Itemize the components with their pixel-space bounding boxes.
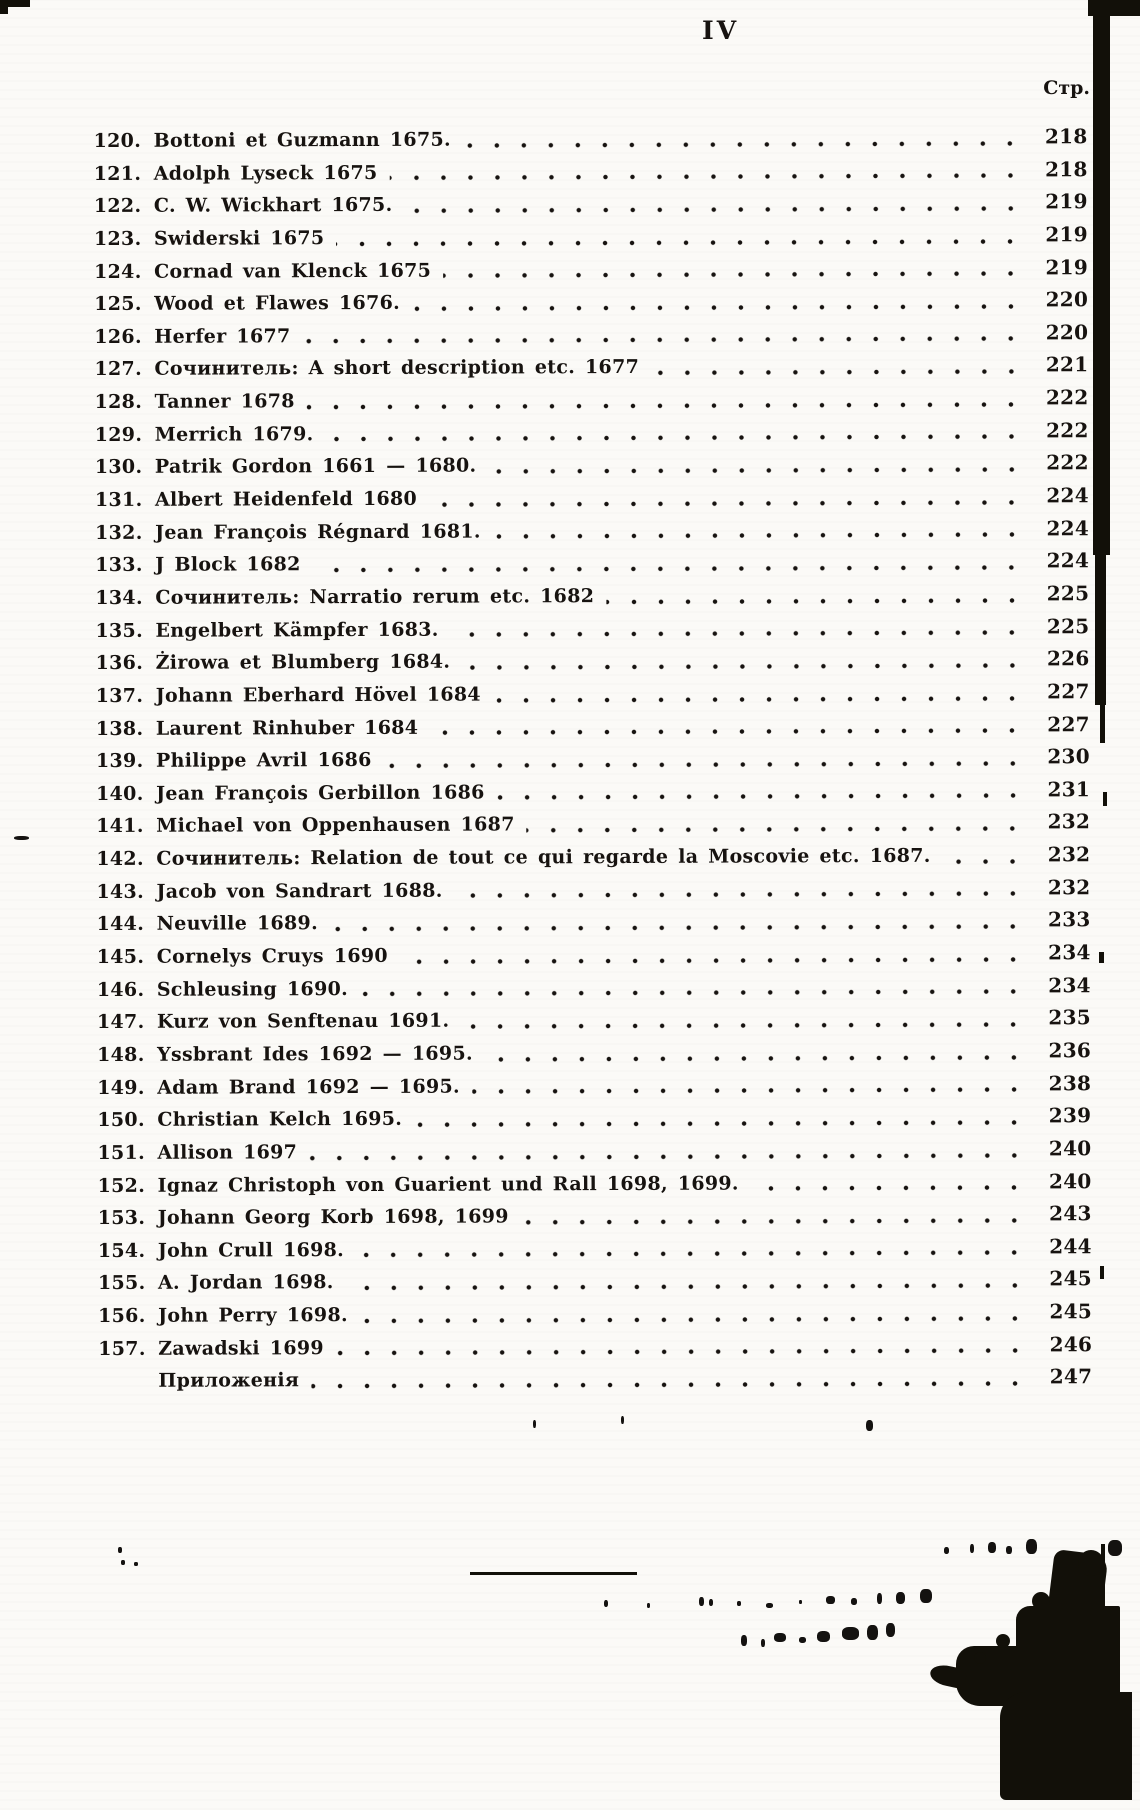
toc-entry <box>94 222 1088 258</box>
smudge-mark <box>920 1589 932 1603</box>
dot-leader <box>313 558 1026 579</box>
entry-title: Żirowa et Blumberg 1684. <box>155 650 451 675</box>
entry-number: 151. <box>97 1141 146 1164</box>
entry-title: Jean François Régnard 1681. <box>155 520 481 544</box>
entry-title: J Block 1682 <box>155 553 301 577</box>
entry-title: Schleusing 1690. <box>156 977 349 1001</box>
toc-entry <box>94 255 1088 291</box>
toc-entry <box>95 581 1089 617</box>
smudge-mark <box>737 1601 741 1606</box>
entry-page: 219 <box>1045 189 1088 214</box>
entry-title: Albert Heidenfeld 1680 <box>154 487 418 511</box>
toc-entry <box>95 549 1089 585</box>
smudge-mark <box>766 1603 773 1608</box>
entry-page: 218 <box>1045 156 1088 181</box>
ink-speck <box>118 1547 122 1553</box>
smudge-mark <box>988 1542 996 1553</box>
toc-entry <box>97 973 1091 1009</box>
smudge-mark <box>1108 1540 1122 1556</box>
entry-number: 150. <box>97 1109 145 1132</box>
entry-title: Neuville 1689. <box>156 912 319 936</box>
entry-page: 232 <box>1047 809 1091 834</box>
entry-number: 129. <box>94 423 143 446</box>
scan-edge-bar <box>1100 705 1105 743</box>
entry-title: Kurz von Senftenau 1691. <box>156 1009 450 1034</box>
toc-entry <box>97 1038 1091 1074</box>
entry-title: Сочинитель: A short description etc. 1677 <box>154 356 640 381</box>
entry-title: Ignaz Christoph von Guarient und Rall 1698, 1699. <box>157 1172 739 1197</box>
dot-leader <box>521 1211 1028 1231</box>
toc-entry <box>94 287 1088 323</box>
entry-number: 122. <box>93 195 142 218</box>
entry-number: 144. <box>96 913 145 936</box>
entry-page: 225 <box>1046 613 1090 638</box>
entry-page: 222 <box>1046 450 1089 475</box>
entry-number: 132. <box>95 521 143 544</box>
entry-title: Jacob von Sandrart 1688. <box>156 879 443 903</box>
entry-number: 141. <box>96 815 144 838</box>
entry-title: Zawadski 1699 <box>158 1336 324 1360</box>
entry-page: 219 <box>1045 254 1089 279</box>
entry-title: John Perry 1698. <box>158 1304 348 1327</box>
entry-page: 227 <box>1047 679 1090 704</box>
toc-entry <box>98 1234 1092 1270</box>
dot-leader <box>451 624 1026 644</box>
entry-number: 155. <box>97 1272 146 1295</box>
ink-speck <box>121 1560 125 1565</box>
smudge-mark <box>799 1637 806 1643</box>
entry-number: 130. <box>94 456 143 479</box>
entry-page: 235 <box>1048 1005 1092 1030</box>
entry-number: 145. <box>96 945 145 969</box>
entry-title: Merrich 1679. <box>154 422 314 446</box>
dot-leader <box>384 754 1026 774</box>
entry-page: 231 <box>1047 776 1091 802</box>
dot-leader <box>493 689 1026 709</box>
entry-title: Engelbert Kämpfer 1683. <box>155 618 439 642</box>
smudge-mark <box>877 1593 882 1604</box>
dot-leader <box>414 1113 1027 1133</box>
table-of-contents <box>94 124 1093 1401</box>
scan-edge-bar <box>1095 555 1106 705</box>
ink-blob <box>996 1634 1010 1648</box>
dot-leader <box>443 265 1024 285</box>
smudge-mark <box>826 1596 835 1604</box>
dot-leader <box>651 363 1024 382</box>
entry-title: Philippe Avril 1686 <box>155 749 372 772</box>
scan-edge-bar <box>1100 1266 1104 1279</box>
dot-leader <box>527 820 1027 840</box>
smudge-mark <box>761 1639 765 1647</box>
smudge-mark <box>699 1597 704 1606</box>
ink-blob <box>974 1652 986 1664</box>
toc-entry <box>96 646 1090 682</box>
entry-page: 236 <box>1048 1038 1092 1063</box>
entry-number: 135. <box>95 619 144 642</box>
smudge-mark <box>1006 1546 1012 1554</box>
entry-page: 224 <box>1046 515 1090 541</box>
entry-number: 152. <box>97 1174 146 1197</box>
entry-page: 234 <box>1048 972 1091 998</box>
dot-leader <box>463 134 1024 154</box>
dot-leader <box>493 526 1025 546</box>
scan-edge-bar <box>1093 0 1110 555</box>
ink-speck <box>0 0 8 14</box>
entry-number: 146. <box>96 978 145 1001</box>
dot-leader <box>325 428 1024 449</box>
entry-page: 240 <box>1048 1136 1092 1161</box>
entry-page: 226 <box>1046 646 1090 671</box>
entry-title: Приложенія <box>158 1369 300 1393</box>
entry-page: 244 <box>1049 1233 1092 1259</box>
toc-entry <box>97 1103 1091 1139</box>
toc-entry <box>96 875 1090 911</box>
dot-leader <box>336 232 1024 253</box>
smudge-mark <box>970 1544 974 1553</box>
entry-number: 121. <box>93 162 142 185</box>
page-number-roman: IV <box>702 16 740 45</box>
ink-speck <box>533 1420 536 1428</box>
entry-page: 234 <box>1048 940 1091 965</box>
entry-page: 232 <box>1047 842 1091 867</box>
ink-speck <box>866 1420 873 1431</box>
dot-leader <box>412 297 1024 317</box>
entry-number: 147. <box>96 1011 145 1034</box>
toc-entry <box>95 614 1089 650</box>
dot-leader <box>330 917 1027 938</box>
toc-entry <box>98 1365 1092 1401</box>
entry-number: 133. <box>95 554 143 577</box>
dot-leader <box>404 199 1023 219</box>
entry-number: 156. <box>98 1304 146 1328</box>
toc-entry <box>94 320 1088 356</box>
entry-page: 238 <box>1048 1070 1092 1095</box>
dot-leader <box>389 167 1023 187</box>
entry-number: 142. <box>96 847 144 871</box>
entry-number: 143. <box>96 880 145 903</box>
entry-title: Michael von Oppenhausen 1687 <box>156 813 515 838</box>
dot-leader <box>360 983 1027 1004</box>
toc-entry <box>96 842 1090 878</box>
entry-page: 218 <box>1044 124 1088 149</box>
entry-title: Wood et Flawes 1676. <box>154 292 401 315</box>
entry-page: 240 <box>1048 1168 1092 1193</box>
smudge-mark <box>709 1599 713 1606</box>
entry-title: John Crull 1698. <box>157 1238 345 1262</box>
toc-entry <box>96 679 1090 715</box>
toc-entry <box>98 1299 1092 1335</box>
smudge-mark <box>817 1631 830 1642</box>
entry-page: 221 <box>1045 352 1089 377</box>
entry-page: 220 <box>1045 287 1089 312</box>
entry-title: Сочинитель: Narratio rerum etc. 1682 <box>155 585 595 609</box>
entry-page: 227 <box>1047 711 1090 736</box>
scan-edge-bar <box>1103 792 1107 806</box>
entry-page: 222 <box>1045 385 1089 410</box>
toc-entry <box>96 810 1090 846</box>
smudge-mark <box>944 1547 949 1554</box>
entry-page: 224 <box>1046 548 1090 573</box>
entry-title: Allison 1697 <box>157 1141 298 1164</box>
separator-line <box>470 1572 637 1575</box>
toc-entry <box>98 1201 1092 1237</box>
entry-number: 134. <box>95 586 143 609</box>
toc-entry <box>98 1169 1092 1205</box>
smudge-mark <box>867 1625 878 1640</box>
ink-speck <box>14 836 29 840</box>
smudge-mark <box>896 1592 905 1604</box>
entry-number: 138. <box>95 717 144 740</box>
toc-entry <box>97 940 1091 976</box>
ink-speck <box>621 1416 624 1424</box>
entry-number: 120. <box>93 129 142 153</box>
entry-page: 219 <box>1045 222 1089 247</box>
toc-entry <box>96 712 1090 748</box>
dot-leader <box>943 852 1027 870</box>
dot-leader <box>356 1244 1028 1265</box>
dot-leader <box>311 1374 1028 1395</box>
entry-number: 153. <box>97 1206 146 1230</box>
entry-title: Bottoni et Guzmann 1675. <box>153 128 451 152</box>
dot-leader <box>336 1342 1028 1363</box>
toc-entry <box>98 1332 1092 1368</box>
toc-entry <box>96 744 1090 780</box>
entry-number: 124. <box>94 260 142 283</box>
ink-blob <box>1032 1592 1050 1610</box>
dot-leader <box>462 656 1025 676</box>
smudge-mark <box>741 1635 747 1646</box>
entry-title: C. W. Wickhart 1675. <box>153 194 393 218</box>
entry-page: 225 <box>1046 581 1090 606</box>
entry-number: 154. <box>97 1239 146 1262</box>
toc-entry <box>98 1267 1092 1303</box>
toc-entry <box>94 157 1088 193</box>
dot-leader <box>400 950 1027 970</box>
entry-page: 245 <box>1049 1266 1093 1291</box>
entry-page: 246 <box>1049 1331 1093 1357</box>
entry-title: Adam Brand 1692 — 1695. <box>157 1075 460 1099</box>
scan-edge-bar <box>1099 952 1104 963</box>
entry-number: 136. <box>95 652 144 675</box>
dot-leader <box>429 493 1025 513</box>
smudge-mark <box>799 1600 802 1604</box>
smudge-mark <box>647 1603 650 1608</box>
dot-leader <box>302 330 1024 351</box>
toc-entry <box>95 385 1089 421</box>
entry-page: 230 <box>1047 744 1091 769</box>
entry-page: 220 <box>1045 320 1089 345</box>
entry-page: 245 <box>1049 1299 1093 1324</box>
entry-title: Johann Georg Korb 1698, 1699 <box>157 1205 509 1229</box>
dot-leader <box>497 787 1027 807</box>
dot-leader <box>472 1081 1027 1101</box>
page-column-label: Стр. <box>1043 77 1090 99</box>
entry-page: 233 <box>1047 907 1091 932</box>
entry-page: 243 <box>1049 1201 1092 1226</box>
dot-leader <box>307 395 1025 416</box>
dot-leader <box>606 591 1025 611</box>
dot-leader <box>751 1179 1028 1198</box>
entry-title: Jean François Gerbillon 1686 <box>156 781 485 805</box>
entry-title: Laurent Rinhuber 1684 <box>155 716 419 740</box>
entry-number: 139. <box>95 749 144 773</box>
toc-entry <box>95 483 1089 519</box>
toc-entry <box>95 516 1089 552</box>
toc-entry <box>94 124 1088 160</box>
entry-title: Cornelys Cruys 1690 <box>156 944 388 968</box>
entry-title: Yssbrant Ides 1692 — 1695. <box>157 1042 473 1066</box>
dot-leader <box>461 1015 1027 1035</box>
dot-leader <box>485 1048 1027 1068</box>
entry-number: 137. <box>95 684 144 707</box>
entry-title: Christian Kelch 1695. <box>157 1108 403 1131</box>
dot-leader <box>488 460 1024 480</box>
smudge-mark <box>774 1633 786 1642</box>
smudge-mark <box>1026 1539 1037 1554</box>
smudge-mark <box>842 1627 859 1640</box>
toc-entry <box>94 353 1088 389</box>
entry-title: Cornad van Klenck 1675 <box>154 259 432 283</box>
entry-page: 222 <box>1046 417 1089 443</box>
toc-entry <box>95 418 1089 454</box>
entry-number: 125. <box>94 293 142 316</box>
entry-number: 128. <box>94 390 143 414</box>
ink-blob <box>1101 1544 1105 1774</box>
entry-number: 127. <box>94 358 143 381</box>
dot-leader <box>360 1309 1028 1330</box>
ink-speck <box>134 1562 138 1566</box>
ink-blob <box>1000 1692 1132 1800</box>
entry-number: 140. <box>96 782 144 805</box>
entry-title: Tanner 1678 <box>154 390 295 413</box>
toc-entry <box>97 1005 1091 1041</box>
entry-number: 148. <box>97 1043 145 1066</box>
toc-entry <box>97 1071 1091 1107</box>
dot-leader <box>455 885 1027 905</box>
entry-number: 126. <box>94 325 142 348</box>
entry-title: Johann Eberhard Hövel 1684 <box>155 683 481 707</box>
entry-page: 239 <box>1048 1103 1092 1128</box>
entry-number: 131. <box>94 488 143 512</box>
dot-leader <box>430 722 1026 742</box>
entry-title: Сочинитель: Relation de tout ce qui regarde la Moscovie etc. 1687. <box>156 844 931 870</box>
dot-leader <box>346 1276 1028 1297</box>
entry-page: 247 <box>1049 1364 1093 1389</box>
toc-entry <box>96 777 1090 813</box>
entry-title: Adolph Lyseck 1675 <box>153 161 378 185</box>
entry-number: 157. <box>98 1337 146 1360</box>
entry-number: 123. <box>93 227 142 250</box>
entry-page: 224 <box>1046 483 1090 508</box>
entry-title: Herfer 1677 <box>154 325 291 348</box>
smudge-mark <box>851 1598 857 1605</box>
entry-title: Swiderski 1675 <box>153 227 325 250</box>
smudge-mark <box>604 1600 608 1607</box>
entry-number: 149. <box>97 1076 145 1099</box>
toc-entry <box>97 1136 1091 1172</box>
entry-page: 232 <box>1047 874 1091 900</box>
entry-title: Patrik Gordon 1661 — 1680. <box>154 454 477 479</box>
smudge-mark <box>886 1623 895 1637</box>
toc-entry <box>97 908 1091 944</box>
entry-title: A. Jordan 1698. <box>157 1271 334 1295</box>
toc-entry <box>95 451 1089 487</box>
toc-entry <box>94 189 1088 225</box>
dot-leader <box>309 1146 1027 1167</box>
